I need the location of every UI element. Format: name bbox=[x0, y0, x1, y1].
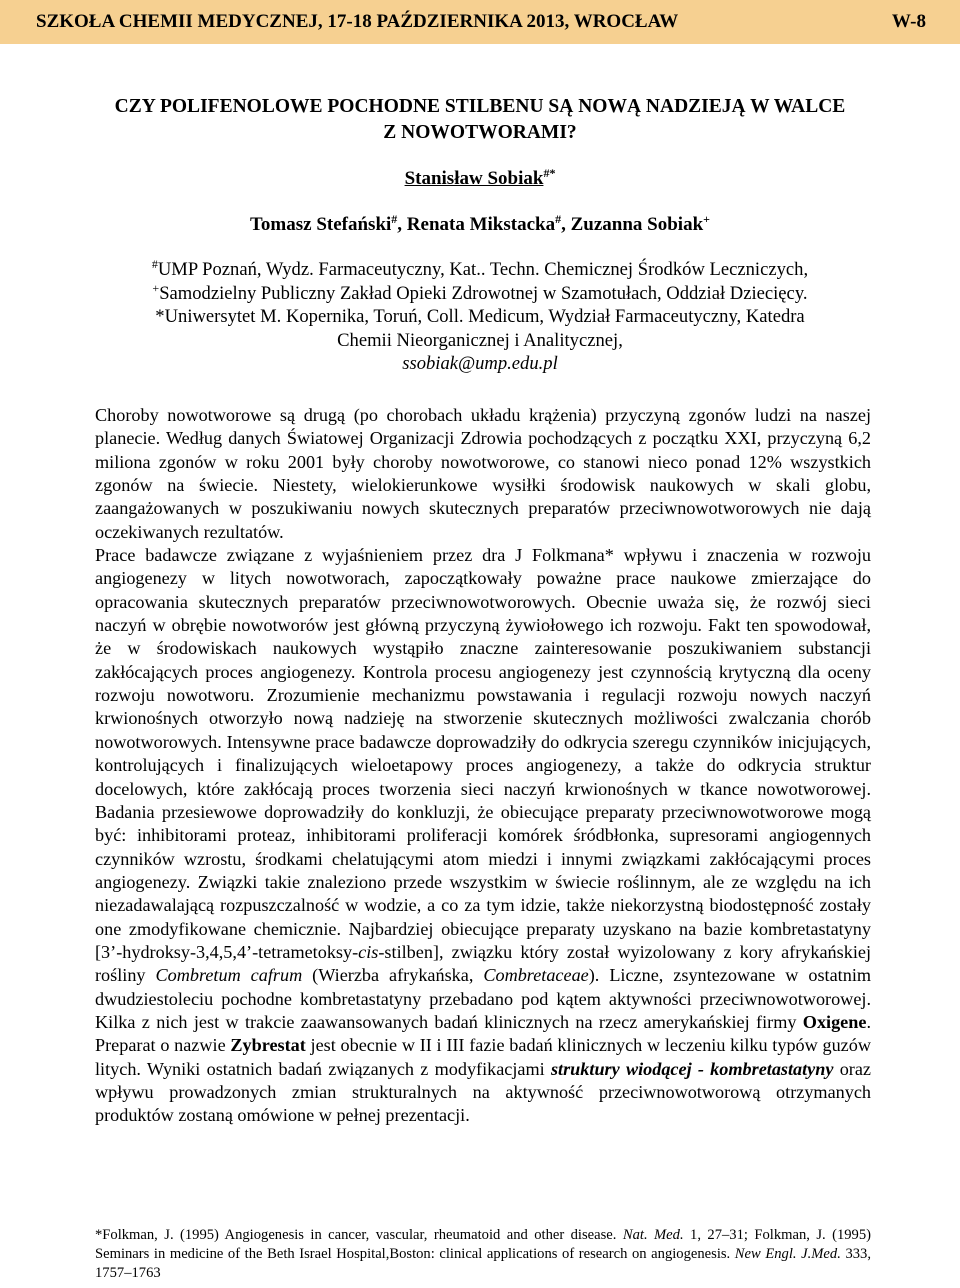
italic-term: cis bbox=[358, 941, 379, 962]
species-name: Combretum cafrum bbox=[155, 965, 303, 986]
coauthor-name: Tomasz Stefański bbox=[250, 214, 392, 235]
footnote-text: 1, 27–31; Folkman, J. (1995) Seminars in medicine of the Beth Israel Hospital,Boston: clinical applications of research on angiogenesis. bbox=[95, 1227, 871, 1262]
affiliation-mark: + bbox=[152, 280, 160, 295]
coauthor-separator: , bbox=[561, 214, 571, 235]
affiliation-line bbox=[88, 258, 872, 282]
coauthor-separator: , bbox=[397, 214, 407, 235]
paper-title bbox=[0, 94, 960, 146]
paragraph-1: Choroby nowotworowe są drugą (po chorobach układu krążenia) przyczyną zgonów ludzi na naszej planecie. Według danych Światowej Organizacji Zdrowia pochodzących z początku XXI, przyczyną 6,2 miliona zgonów w roku 2001 były choroby nowotworowe, co stanowi nieco ponad 12% wszystkich zgonów na świecie. Niestety, wielokierunkowe wysiłki środowisk naukowych w skali globu, zaangażowanych w poszukiwaniu nowych skutecznych preparatów przeciwnowotworowych nie dają oczekiwanych rezultatów. bbox=[95, 405, 871, 542]
emphasis-term: struktury wiodącej - kombretastatyny bbox=[550, 1058, 834, 1079]
paragraph-2 bbox=[95, 544, 871, 1128]
coauthor-mark: # bbox=[391, 212, 398, 226]
footnote-text: *Folkman, J. (1995) Angiogenesis in cancer, vascular, rheumatoid and other disease. bbox=[95, 1227, 623, 1243]
text-run: Prace badawcze związane z wyjaśnieniem przez dra J Folkmana* wpływu i znaczenia w rozwoju angiogenezy w litych nowotworach, zapoczątkowały poważne prace naukowe zmierzające do opracowania skutecznych preparatów przeciwnowotworowych. Obecnie uważa się, że rozwój sieci naczyń w obrębie nowotworów jest główną przyczyną żywiołowego ich rozwoju. Fakt ten spowodował, że w środowiskach naukowych wystąpiło znaczne zainteresowanie poszukiwaniem substancji zakłócających proces angiogenezy. Kontrola procesu angiogenezy jest czynnością krytyczną dla oceny rozwoju nowotworu. Zrozumienie mechanizmu powstawania i regulacji rozwoju nowych naczyń krwionośnych otworzyło nową nadzieję na stworzenie skutecznych możliwości zwalczania chorób nowotworowych. Intensywne prace badawcze doprowadziły do odkrycia szeregu czynników inicjujących, kontrolujących i finalizujących wieloetapowy proces angiogenezy, a także do odkrycia struktur docelowych, które zakłócają proces tworzenia sieci naczyń krwionośnych w tkance nowotworowej. Badania przesiewowe doprowadziły do konkluzji, że obiecujące preparaty przeciwnowotworowe mogą być: inhibitorami proteaz, inhibitorami proliferacji komórek śródbłonka, supresorami angiogennych czynników wzrostu, środkami chelatującymi atom miedzi i innymi związkami zakłócającymi proces angiogenezy. Związki takie znaleziono przede wszystkim w świecie roślinnym, ale ze względu na ich niezadawalającą rozpuszczalność w wodzie, a co za tym idzie, także niekorzystną biodostępność zostały one zmodyfikowane chemicznie. Najbardziej obiecujące preparaty uzyskano na bazie kombretastatyny [3’-hydroksy-3,4,5,4’-tetrametoksy- bbox=[95, 545, 871, 962]
text-run: (Wierzba afrykańska, bbox=[302, 965, 484, 986]
text-run: -stilben], związku który został wyizolowany z kory afrykańskiej rośliny bbox=[95, 941, 871, 986]
company-name: Oxigene bbox=[802, 1011, 867, 1032]
text-run: ). Liczne, zsyntezowane w ostatnim dwudziestoleciu pochodne kombretastatyny przebadano pod kątem aktywności przeciwnowotworowej. Kilka z nich jest w trakcie zaawansowanych badań klinicznych na rzecz amerykańskiej firmy bbox=[95, 965, 872, 1032]
text-run: oraz wpływu prowadzonych zmian strukturalnych na aktywność przeciwnowotworową otrzymanych produktów zostaną omówione w pełnej prezentacji. bbox=[95, 1058, 872, 1126]
conference-header bbox=[0, 0, 960, 44]
coauthor-name: Renata Mikstacka bbox=[406, 214, 556, 235]
presenting-author bbox=[0, 166, 960, 192]
coauthor-name: Zuzanna Sobiak bbox=[570, 214, 704, 235]
coauthor-mark: # bbox=[555, 212, 562, 226]
presenter-mark: #* bbox=[543, 166, 556, 180]
conference-title: SZKOŁA CHEMII MEDYCZNEJ, 17-18 PAŹDZIERNIKA 2013, WROCŁAW bbox=[36, 11, 679, 32]
footnote-text: 333, 1757–1763 bbox=[95, 1246, 871, 1281]
affiliations bbox=[88, 258, 872, 376]
text-run: . Preparat o nazwie bbox=[95, 1011, 871, 1056]
abstract-code: W-8 bbox=[891, 11, 926, 32]
affiliation-line bbox=[88, 282, 872, 306]
text-run: jest obecnie w II i III fazie badań klinicznych w leczeniu kilku typów guzów litych. Wyniki ostatnich badań związanych z modyfikacjami bbox=[95, 1035, 871, 1079]
journal-name: Nat. Med. bbox=[622, 1227, 684, 1243]
affiliation-line: *Uniwersytet M. Kopernika, Toruń, Coll. Medicum, Wydział Farmaceutyczny, Katedra bbox=[155, 306, 805, 327]
author-email: ssobiak@ump.edu.pl bbox=[402, 353, 558, 374]
coauthor-list bbox=[0, 212, 960, 238]
affiliation-mark: # bbox=[151, 257, 158, 271]
journal-name: New Engl. J.Med. bbox=[734, 1246, 841, 1262]
abstract-body bbox=[95, 404, 871, 1128]
affiliation-line: Chemii Nieorganicznej i Analitycznej, bbox=[337, 329, 623, 351]
presenter-name: Stanisław Sobiak bbox=[404, 168, 544, 189]
drug-name: Zybrestat bbox=[230, 1035, 306, 1056]
affiliation-text: Samodzielny Publiczny Zakład Opieki Zdrowotnej w Szamotułach, Oddział Dziecięcy. bbox=[159, 282, 808, 304]
title-line-2: Z NOWOTWORAMI? bbox=[383, 122, 577, 143]
affiliation-text: UMP Poznań, Wydz. Farmaceutyczny, Kat.. Techn. Chemicznej Środków Leczniczych, bbox=[157, 259, 809, 280]
coauthor-mark: + bbox=[703, 212, 710, 226]
footnote bbox=[95, 1226, 871, 1283]
title-line-1: CZY POLIFENOLOWE POCHODNE STILBENU SĄ NOWĄ NADZIEJĄ W WALCE bbox=[114, 96, 846, 117]
family-name: Combretaceae bbox=[483, 965, 589, 986]
